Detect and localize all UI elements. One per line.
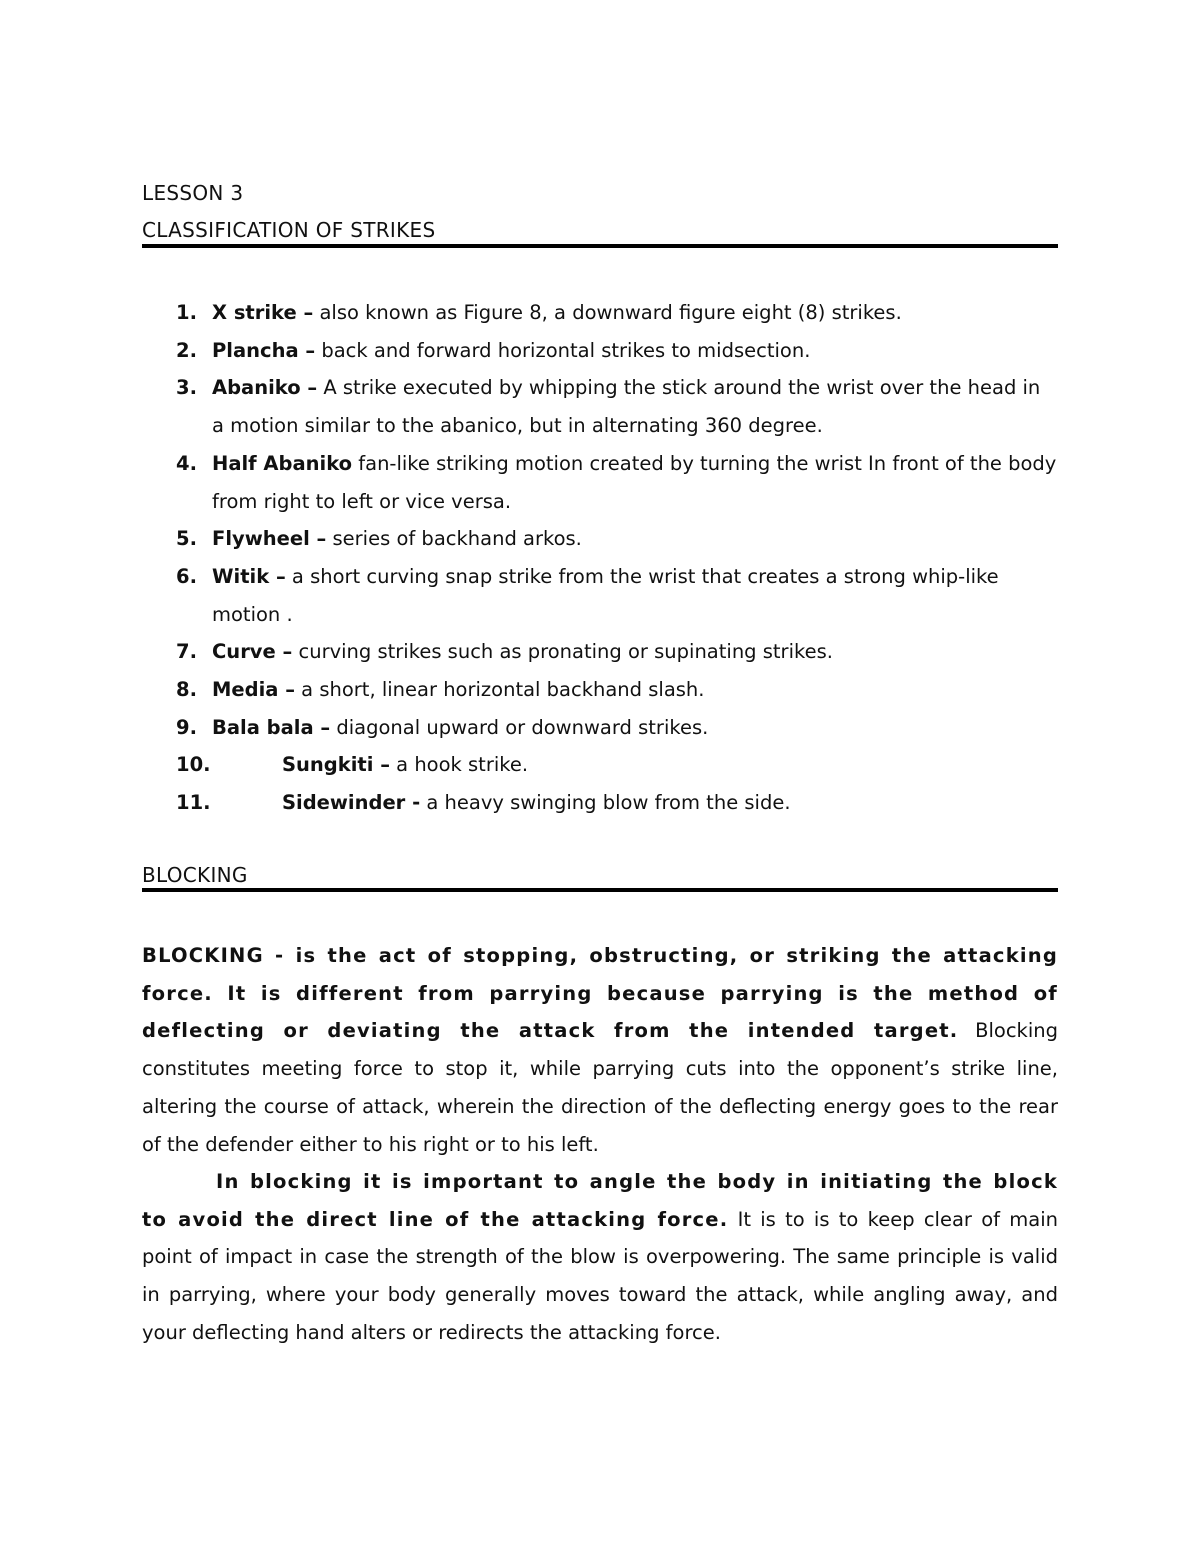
item-number: 10. <box>176 753 211 777</box>
item-number: 4. <box>176 451 197 475</box>
blocking-paragraph-1 <box>142 937 1058 1163</box>
item-term: Witik – <box>212 564 286 588</box>
item-term: Half Abaniko <box>212 451 353 475</box>
section-title-blocking: BLOCKING <box>142 863 248 887</box>
item-description: a heavy swinging blow from the side. <box>420 791 791 815</box>
item-description: fan-like striking motion created by turning the wrist In front of the body from right to left or vice versa. <box>212 451 1057 513</box>
item-number: 5. <box>176 527 197 551</box>
item-term: Flywheel – <box>212 527 327 551</box>
blocking-paragraph-2 <box>142 1163 1058 1352</box>
title-underline <box>142 244 1058 248</box>
item-description: a hook strike. <box>389 753 529 777</box>
item-number: 11. <box>176 791 211 815</box>
list-item <box>142 558 1058 633</box>
list-item <box>142 294 1058 332</box>
blocking-definition: BLOCKING - is the act of stopping, obstructing, or striking the attacking force. It is different from parrying because parrying is the method of deflecting or deviating the attack from the intended target. <box>142 944 1058 1043</box>
list-item <box>142 746 1058 784</box>
item-number: 2. <box>176 338 197 362</box>
item-description: also known as Figure 8, a downward figure eight (8) strikes. <box>313 301 902 324</box>
item-description: a short curving snap strike from the wrist that creates a strong whip-like motion . <box>212 564 999 626</box>
list-item <box>142 671 1058 709</box>
title-underline <box>142 888 1058 892</box>
item-description: series of backhand arkos. <box>326 527 582 551</box>
item-term: Plancha – <box>212 338 316 362</box>
list-item <box>142 784 1058 822</box>
item-term: Curve – <box>212 640 293 664</box>
list-item <box>142 633 1058 671</box>
item-description: back and forward horizontal strikes to midsection. <box>315 338 811 362</box>
strike-list <box>142 294 1058 822</box>
item-term: Sidewinder - <box>282 791 421 815</box>
section-title-strikes: CLASSIFICATION OF STRIKES <box>142 218 436 242</box>
list-item <box>142 332 1058 370</box>
item-description: A strike executed by whipping the stick around the wrist over the head in a motion similar to the abanico, but in alternating 360 degree. <box>212 376 1041 438</box>
lesson-label: LESSON 3 <box>142 181 244 205</box>
list-item <box>142 445 1058 520</box>
item-term: X strike – <box>212 301 314 324</box>
item-number: 8. <box>176 678 197 702</box>
item-number: 7. <box>176 640 197 664</box>
item-description: diagonal upward or downward strikes. <box>330 715 709 739</box>
item-number: 6. <box>176 564 197 588</box>
item-term: Abaniko – <box>212 376 318 400</box>
blocking-explanation: Blocking constitutes meeting force to stop it, while parrying cuts into the opponent’s strike line, altering the course of attack, wherein the direction of the deflecting energy goes to the rear of the defender either to his right or to his left. <box>142 1019 1059 1156</box>
item-number: 1. <box>176 301 197 324</box>
item-term: Media – <box>212 678 295 702</box>
list-item <box>142 369 1058 444</box>
item-description: curving strikes such as pronating or supinating strikes. <box>292 640 833 664</box>
item-number: 3. <box>176 376 197 400</box>
blocking-principle: In blocking it is important to angle the body in initiating the block to avoid the direct line of the attacking force. <box>142 1170 1058 1231</box>
list-item <box>142 520 1058 558</box>
item-number: 9. <box>176 715 197 739</box>
list-item <box>142 709 1058 747</box>
blocking-principle-detail: It is to is to keep clear of main point of impact in case the strength of the blow is overpowering. The same principle is valid in parrying, where your body generally moves toward the attack, while angling away, and your deflecting hand alters or redirects the attacking force. <box>142 1207 1058 1344</box>
item-term: Sungkiti – <box>282 753 390 777</box>
item-term: Bala bala – <box>212 715 331 739</box>
item-description: a short, linear horizontal backhand slash. <box>294 678 705 702</box>
